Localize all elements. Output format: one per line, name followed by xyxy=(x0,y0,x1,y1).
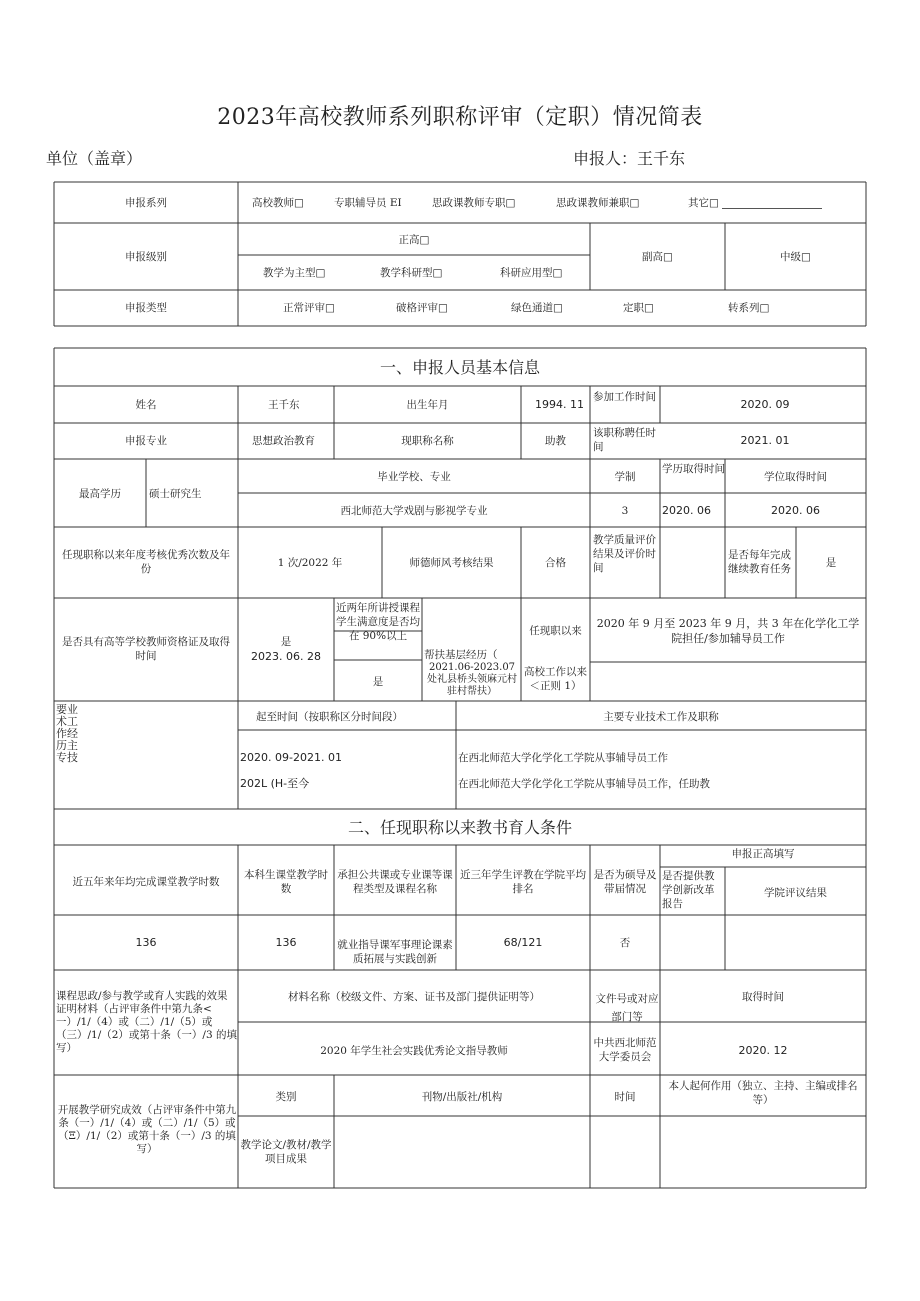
material-org-value: 中共西北师范大学委员会 xyxy=(593,1037,657,1063)
name-label: 姓名 xyxy=(135,399,157,411)
level-type-teach-research[interactable]: 教学科研型□ xyxy=(380,267,443,279)
length-value: 3 xyxy=(621,505,629,517)
series-option-ideo-part[interactable]: 思政课教师兼职□ xyxy=(556,197,640,209)
category-value: 教学论文/教材/教学项目成果 xyxy=(240,1139,332,1165)
excellent-value: 1 次/2022 年 xyxy=(277,557,343,569)
appoint-label: 该职称聘任时间 xyxy=(593,427,656,453)
series-option-other[interactable] xyxy=(688,196,822,210)
type-fixed[interactable]: 定职□ xyxy=(623,302,654,314)
appoint-value: 2021. 01 xyxy=(740,434,790,447)
length-label: 学制 xyxy=(614,471,636,483)
undergrad-hours-value: 136 xyxy=(275,936,297,949)
school-value: 西北师范大学戏剧与影视学专业 xyxy=(340,505,488,517)
cert-label: 是否具有高等学校教师资格证及取得时间 xyxy=(62,636,230,662)
current-title-value: 助教 xyxy=(545,435,566,447)
series-option-ideo-full[interactable]: 思政课教师专职□ xyxy=(432,197,516,209)
ideo-evidence-label: 课程思政/参与教学或育人实践的效果证明材料（占评审条件中第九条<一）/1/（4）或（二）/1/（5）或（三）/1/（2）或第十条（一）/3 的填写） xyxy=(56,990,237,1054)
supervisor-value: 否 xyxy=(619,937,631,949)
edu-value: 硕士研究生 xyxy=(149,488,202,500)
category-header: 类别 xyxy=(275,1091,297,1103)
edu-label: 最高学历 xyxy=(79,488,121,500)
degree-time-label: 学位取得时间 xyxy=(764,471,827,483)
other-blank-line xyxy=(722,198,822,209)
since-value: 2020 年 9 月至 2023 年 9 月，共 3 年在化学化工学院担任/参加辅导员工作 xyxy=(596,617,860,645)
quality-label: 教学质量评价结果及评价时间 xyxy=(593,534,656,574)
section2-heading: 二、任现职称以来教书育人条件 xyxy=(347,818,572,837)
hours-header: 近五年来年均完成课堂教学时数 xyxy=(72,876,220,888)
work-start-label: 参加工作时间 xyxy=(593,391,656,403)
major-value: 思想政治教育 xyxy=(252,435,315,447)
role-header: 本人起何作用（独立、主持、主编或排名等） xyxy=(668,1080,858,1106)
ethics-label: 师德师风考核结果 xyxy=(409,557,494,569)
level-type-teaching[interactable]: 教学为主型□ xyxy=(263,267,326,279)
satisfy-value: 是 xyxy=(372,676,384,688)
level-middle[interactable]: 中级□ xyxy=(780,251,811,263)
ranking-header: 近三年学生评教在学院平均排名 xyxy=(460,869,586,895)
edu-time-label: 学历取得时间 xyxy=(662,463,725,475)
edu-time-value: 2020. 06 xyxy=(662,504,711,517)
research-label: 开展教学研究成效（占评审条件中第九条（一）/1/（4）或（二）/1/（5）或（Ξ）/1/（2）或第十条（一）/3 的填写） xyxy=(57,1104,237,1155)
current-title-label: 现职称名称 xyxy=(401,435,454,447)
birth-label: 出生年月 xyxy=(406,399,449,411)
type-label: 申报类型 xyxy=(125,302,167,314)
series-label: 申报系列 xyxy=(125,197,167,209)
college-label: 高校工作以来＜正则 1） xyxy=(524,666,587,692)
type-green[interactable]: 绿色通道□ xyxy=(511,302,563,314)
grassroots-label: 帮扶基层经历（ xyxy=(424,649,498,661)
time-header: 时间 xyxy=(614,1091,636,1103)
type-normal[interactable]: 正常评审□ xyxy=(283,302,335,314)
cert-yes: 是 xyxy=(280,636,292,648)
series-option-counselor[interactable]: 专职辅导员 EI xyxy=(334,197,402,209)
type-transfer[interactable]: 转系列□ xyxy=(728,302,770,314)
cont-edu-value: 是 xyxy=(825,557,837,569)
unit-seal-label: 单位（盖章） xyxy=(46,149,143,168)
type-exception[interactable]: 破格评审□ xyxy=(396,302,448,314)
experience-side-label: 要业术工作经历主专技 xyxy=(56,703,78,764)
level-label: 申报级别 xyxy=(125,251,167,263)
level-type-applied[interactable]: 科研应用型□ xyxy=(500,267,563,279)
cert-date: 2023. 06. 28 xyxy=(251,650,321,663)
excellent-label: 任现职称以来年度考核优秀次数及年份 xyxy=(62,549,230,575)
hours-value: 136 xyxy=(135,936,157,949)
exp-row-work: 在西北师范大学化学化工学院从事辅导员工作 xyxy=(458,752,668,764)
material-name-value: 2020 年学生社会实践优秀论文指导教师 xyxy=(320,1045,508,1057)
applicant-label: 申报人：王千东 xyxy=(573,149,686,168)
doc-no-header: 文件号或对应部门等 xyxy=(595,993,659,1023)
major-label: 申报专业 xyxy=(125,435,167,447)
course-value: 就业指导课军事理论课素质拓展与实践创新 xyxy=(337,939,453,965)
supervisor-header: 是否为硕导及带届情况 xyxy=(593,869,657,895)
innovation-report-header: 是否提供教学创新改革报告 xyxy=(662,870,715,910)
degree-time-value: 2020. 06 xyxy=(771,504,820,517)
publisher-header: 刊物/出版社/机构 xyxy=(421,1091,503,1103)
satisfy-label: 近两年所讲授课程学生满意度是否均在 90%以上 xyxy=(336,602,420,642)
exp-work-header: 主要专业技术工作及职称 xyxy=(603,711,719,723)
cont-edu-label: 是否每年完成继续教育任务 xyxy=(728,549,791,575)
level-deputy[interactable]: 副高□ xyxy=(642,251,673,263)
school-label: 毕业学校、专业 xyxy=(377,471,451,483)
exp-time-header: 起至时间（按职称区分时间段） xyxy=(256,711,403,723)
exp-row-time: 2020. 09-2021. 01 xyxy=(240,751,342,764)
material-name-header: 材料名称（校级文件、方案、证书及部门提供证明等） xyxy=(288,991,540,1003)
work-start-value: 2020. 09 xyxy=(740,398,790,411)
ranking-value: 68/121 xyxy=(503,936,543,949)
course-header: 承担公共课或专业课等课程类型及课程名称 xyxy=(337,869,453,895)
material-time-value: 2020. 12 xyxy=(738,1044,788,1057)
undergrad-hours-header: 本科生课堂教学时数 xyxy=(244,869,328,895)
name-value: 王千东 xyxy=(268,399,300,411)
exp-row-work: 在西北师范大学化学化工学院从事辅导员工作，任助教 xyxy=(458,778,710,790)
page-title: 2023年高校教师系列职称评审（定职）情况简表 xyxy=(217,105,703,130)
birth-value: 1994. 11 xyxy=(535,398,584,411)
exp-row-time: 202L (H-至今 xyxy=(240,777,310,790)
college-review-header: 学院评议结果 xyxy=(764,887,827,899)
since-label: 任现职以来 xyxy=(529,625,582,637)
section1-heading: 一、申报人员基本信息 xyxy=(379,358,540,377)
senior-fill-header: 申报正高填写 xyxy=(731,848,795,860)
grassroots-detail: 2021.06-2023.07 处礼县桥头领麻元村驻村帮扶） xyxy=(427,662,517,697)
get-time-header: 取得时间 xyxy=(742,991,784,1003)
level-senior-full[interactable]: 正高□ xyxy=(398,234,430,246)
ethics-value: 合格 xyxy=(545,557,566,569)
series-option-teacher[interactable]: 高校教师□ xyxy=(252,197,304,209)
series-option-other-label: 其它□ xyxy=(688,197,719,209)
